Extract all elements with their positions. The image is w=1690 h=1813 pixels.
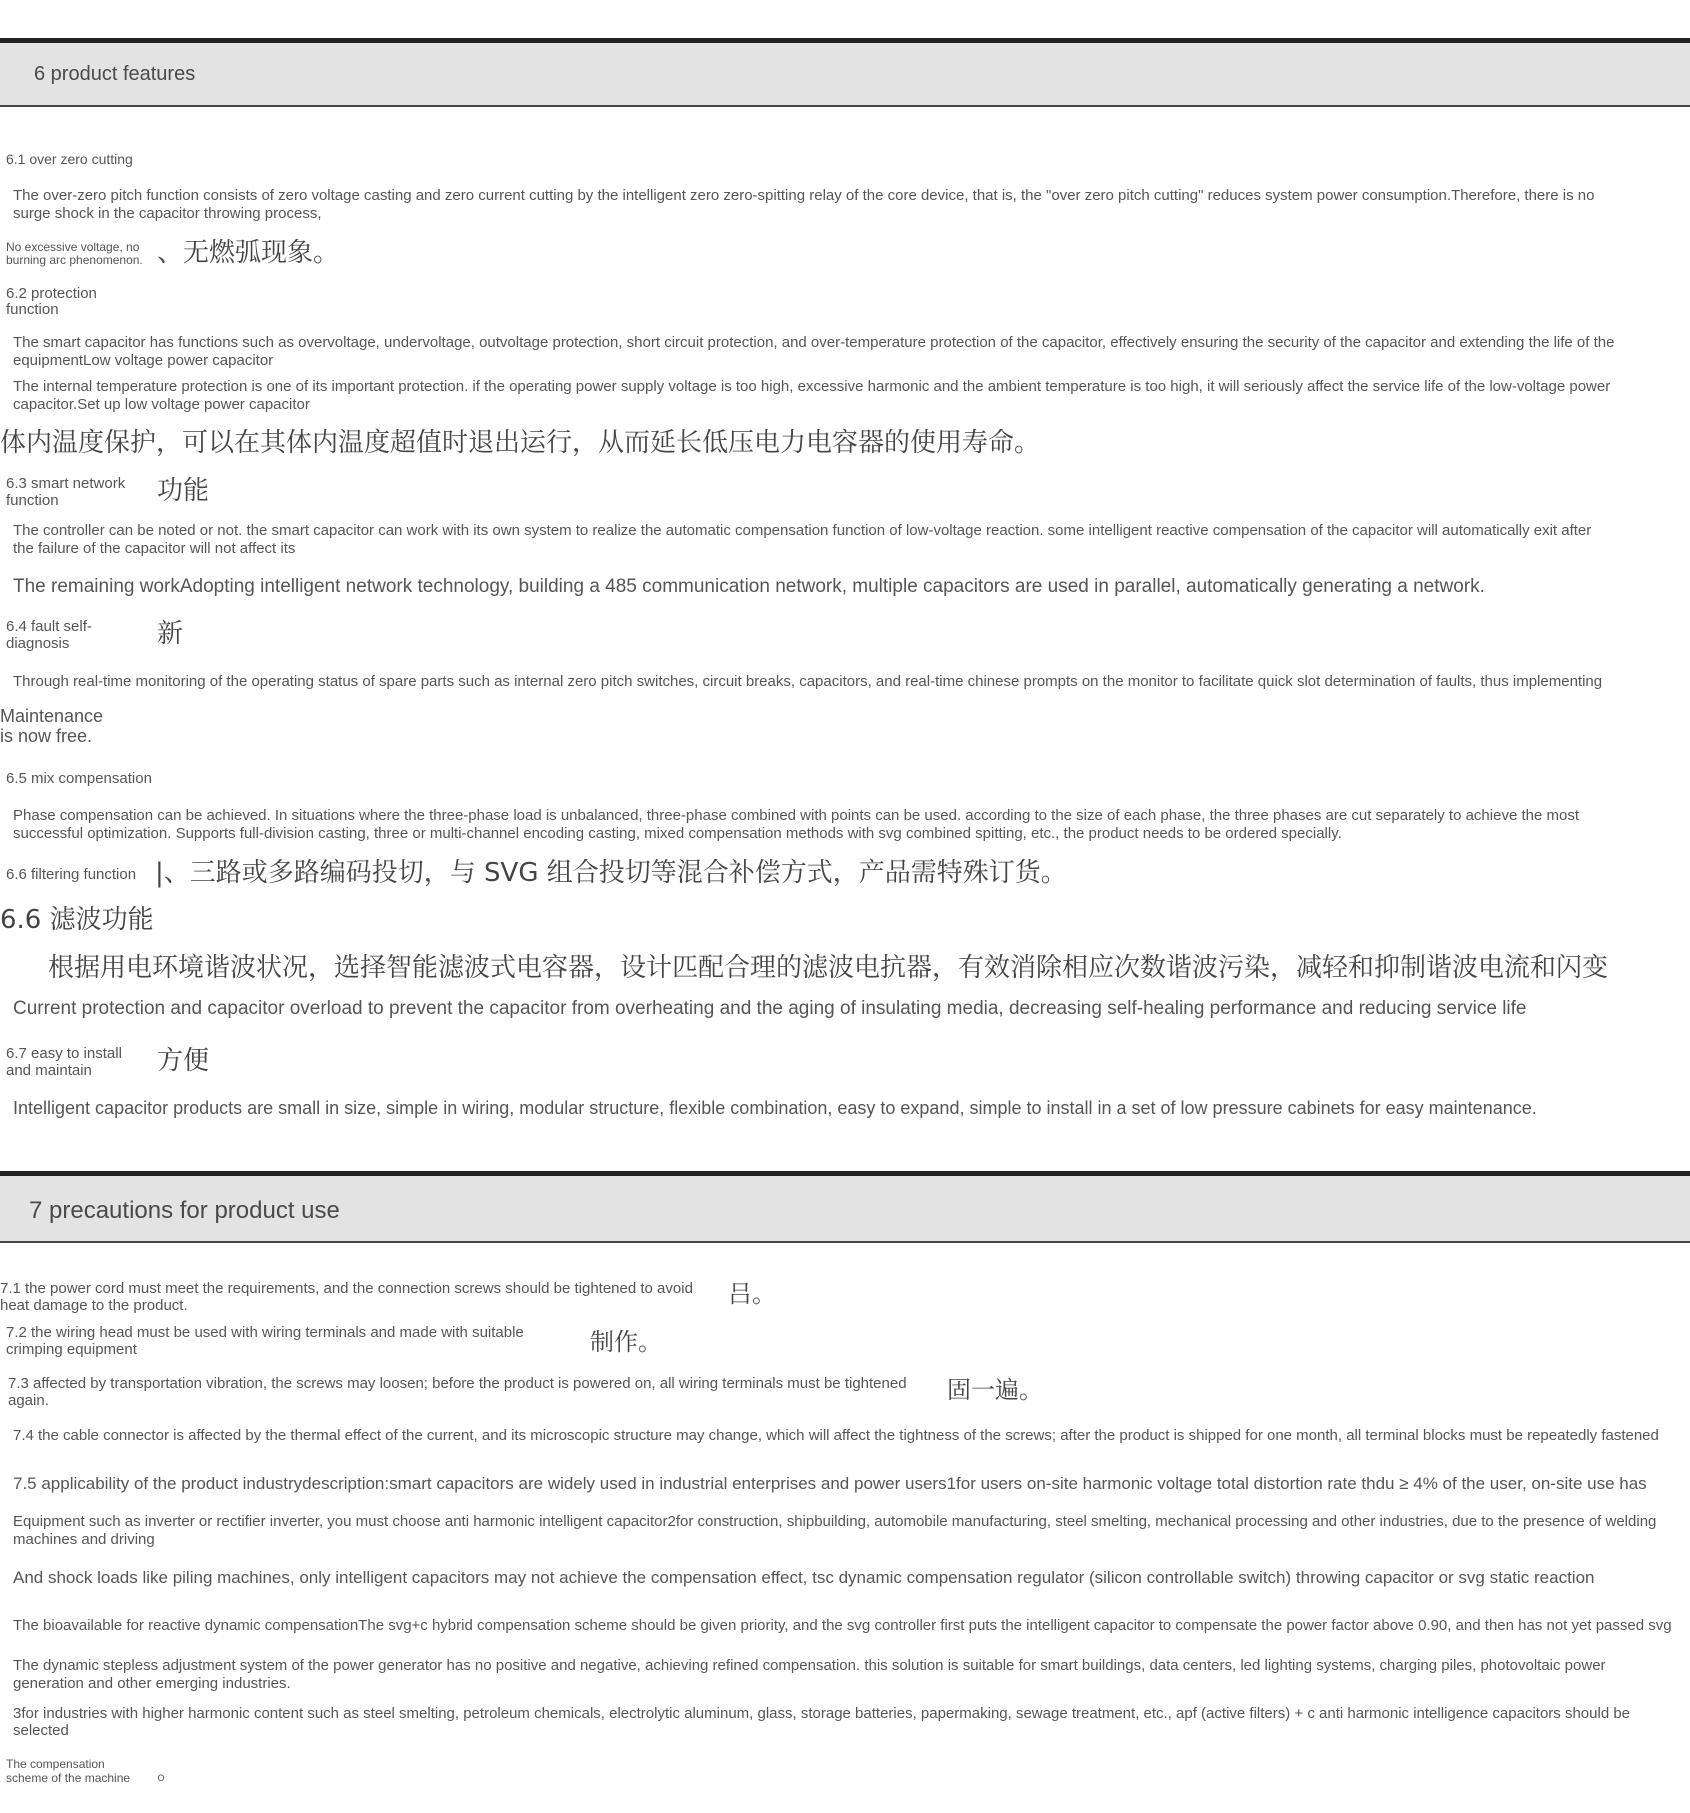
cn-6-6-line1: |、三路或多路编码投切，与 SVG 组合投切等混合补偿方式，产品需特殊订货。: [155, 858, 1067, 888]
note-6-1-line1: No excessive voltage, no: [6, 240, 140, 254]
para-7-1-line1: 7.1 the power cord must meet the requirements, and the connection screws should be tightened to avoid: [0, 1280, 693, 1297]
para-6-3-line1: The controller can be noted or not. the smart capacitor can work with its own system to realize the automatic compensation function of low-voltage reaction. some intelligent reactive compensation of the capacitor will automatically exit after: [13, 522, 1592, 539]
para-6-5-line2: successful optimization. Supports full-division casting, three or multi-channel encoding casting, mixed compensation methods with svg combined spitting, etc., the product needs to be ordered specially.: [13, 825, 1342, 842]
cn-7-11: 。: [157, 1760, 180, 1785]
para-6-2-line4: capacitor.Set up low voltage power capacitor: [13, 396, 310, 413]
para-6-4-line3: is now free.: [0, 726, 93, 746]
para-6-2-line3: The internal temperature protection is one of its important protection. if the operating power supply voltage is too high, excessive harmonic and the ambient temperature is too high, it will seriously affect the service life of the low-voltage power: [13, 378, 1611, 395]
para-7-9-line2: generation and other emerging industries.: [13, 1675, 291, 1692]
heading-6-3-line1: 6.3 smart network: [6, 475, 126, 492]
para-6-6: Current protection and capacitor overload to prevent the capacitor from overheating and the aging of insulating media, decreasing self-healing performance and reducing service life: [13, 998, 1527, 1019]
para-7-2-line2: crimping equipment: [6, 1341, 137, 1358]
para-6-2-line1: The smart capacitor has functions such as overvoltage, undervoltage, outvoltage protection, short circuit protection, and over-temperature protection of the capacitor, effectively ensuring the security of the capacitor and extending the life of the: [13, 334, 1615, 351]
para-6-7: Intelligent capacitor products are small in size, simple in wiring, modular structure, flexible combination, easy to expand, simple to install in a set of low pressure cabinets for easy maintenance.: [13, 1098, 1537, 1118]
section-6-header: [0, 38, 1690, 107]
section-7-header: [0, 1171, 1690, 1243]
para-7-1-line2: heat damage to the product.: [0, 1297, 188, 1314]
para-7-6-line1: Equipment such as inverter or rectifier inverter, you must choose anti harmonic intelligent capacitor2for construction, shipbuilding, automobile manufacturing, steel smelting, mechanical processing and other industries, due to the presence of welding: [13, 1513, 1657, 1530]
cn-6-2: 体内温度保护，可以在其体内温度超值时退出运行，从而延长低压电力电容器的使用寿命。: [0, 428, 1041, 458]
cn-6-4: 新: [157, 619, 184, 649]
para-7-10-line2: selected: [13, 1722, 69, 1739]
cn-7-3: 固一遍。: [947, 1376, 1043, 1404]
para-7-3-line1: 7.3 affected by transportation vibration, the screws may loosen; before the product is powered on, all wiring terminals must be tightened: [8, 1375, 907, 1392]
cn-7-1: 吕。: [728, 1280, 776, 1308]
cn-6-6-heading: 6.6 滤波功能: [0, 905, 154, 935]
note-6-1-line2: burning arc phenomenon.: [6, 253, 143, 267]
para-7-7: And shock loads like piling machines, only intelligent capacitors may not achieve the compensation effect, tsc dynamic compensation regulator (silicon controllable switch) throwing capacitor or svg static reaction: [13, 1568, 1595, 1587]
para-7-10-line1: 3for industries with higher harmonic content such as steel smelting, petroleum chemicals, electrolytic aluminum, glass, storage batteries, papermaking, sewage treatment, etc., apf (active filters) + c anti harmonic intelligence capacitors should be: [13, 1705, 1631, 1722]
cn-6-7: 方便: [157, 1046, 210, 1076]
heading-6-4-line2: diagnosis: [6, 635, 70, 652]
heading-6-2-line1: 6.2 protection: [6, 285, 97, 302]
cn-6-1: 、无燃弧现象。: [157, 238, 340, 268]
para-7-8: The bioavailable for reactive dynamic compensationThe svg+c hybrid compensation scheme should be given priority, and the svg controller first puts the intelligent capacitor to compensate the power factor above 0.90, and then has not yet passed svg: [13, 1617, 1672, 1634]
para-6-1-line2: surge shock in the capacitor throwing process,: [13, 205, 322, 222]
cn-6-6-body: 根据用电环境谐波状况，选择智能滤波式电容器，设计匹配合理的滤波电抗器，有效消除相应次数谐波污染，减轻和抑制谐波电流和闪变: [48, 953, 1609, 983]
para-7-6-line2: machines and driving: [13, 1531, 155, 1548]
cn-7-2: 制作。: [590, 1328, 662, 1356]
heading-6-1: 6.1 over zero cutting: [6, 151, 133, 167]
para-6-3-line3: The remaining workAdopting intelligent network technology, building a 485 communication network, multiple capacitors are used in parallel, automatically generating a network.: [13, 576, 1485, 597]
note-7-11-line1: The compensation: [6, 1757, 105, 1771]
para-7-3-line2: again.: [8, 1392, 49, 1409]
para-6-3-line2: the failure of the capacitor will not affect its: [13, 540, 296, 557]
heading-6-5: 6.5 mix compensation: [6, 770, 152, 787]
heading-6-7-line2: and maintain: [6, 1062, 92, 1079]
para-6-1-line1: The over-zero pitch function consists of zero voltage casting and zero current cutting by the intelligent zero zero-spitting relay of the core device, that is, the "over zero pitch cutting" reduces system power consumption.Therefore, there is no: [13, 187, 1595, 204]
para-7-4: 7.4 the cable connector is affected by the thermal effect of the current, and its microscopic structure may change, which will affect the tightness of the screws; after the product is shipped for one month, all terminal blocks must be repeatedly fastened: [13, 1427, 1659, 1444]
heading-6-7-line1: 6.7 easy to install: [6, 1045, 122, 1062]
para-7-5: 7.5 applicability of the product industrydescription:smart capacitors are widely used in industrial enterprises and power users1for users on-site harmonic voltage total distortion rate thdu ≥ 4% of the user, on-site use has: [13, 1474, 1647, 1493]
note-7-11-line2: scheme of the machine: [6, 1771, 131, 1785]
para-6-2-line2: equipmentLow voltage power capacitor: [13, 352, 274, 369]
heading-6-4-line1: 6.4 fault self-: [6, 618, 92, 635]
para-6-4-line2: Maintenance: [0, 706, 104, 726]
cn-6-3: 功能: [157, 476, 210, 506]
para-7-9-line1: The dynamic stepless adjustment system of the power generator has no positive and negative, achieving refined compensation. this solution is suitable for smart buildings, data centers, led lighting systems, charging piles, photovoltaic power: [13, 1657, 1606, 1674]
section-6-title: 6 product features: [34, 63, 196, 85]
heading-6-3-line2: function: [6, 492, 59, 509]
para-6-5-line1: Phase compensation can be achieved. In situations where the three-phase load is unbalanced, three-phase combined with points can be used. according to the size of each phase, the three phases are cut separately to achieve the most: [13, 807, 1579, 824]
para-6-4-line1: Through real-time monitoring of the operating status of spare parts such as internal zero pitch switches, circuit breaks, capacitors, and real-time chinese prompts on the monitor to facilitate quick slot determination of faults, thus implementing: [13, 673, 1603, 690]
heading-6-6: 6.6 filtering function: [6, 866, 137, 883]
heading-6-2-line2: function: [6, 301, 59, 318]
para-7-2-line1: 7.2 the wiring head must be used with wiring terminals and made with suitable: [6, 1324, 524, 1341]
section-7-title: 7 precautions for product use: [29, 1197, 340, 1224]
